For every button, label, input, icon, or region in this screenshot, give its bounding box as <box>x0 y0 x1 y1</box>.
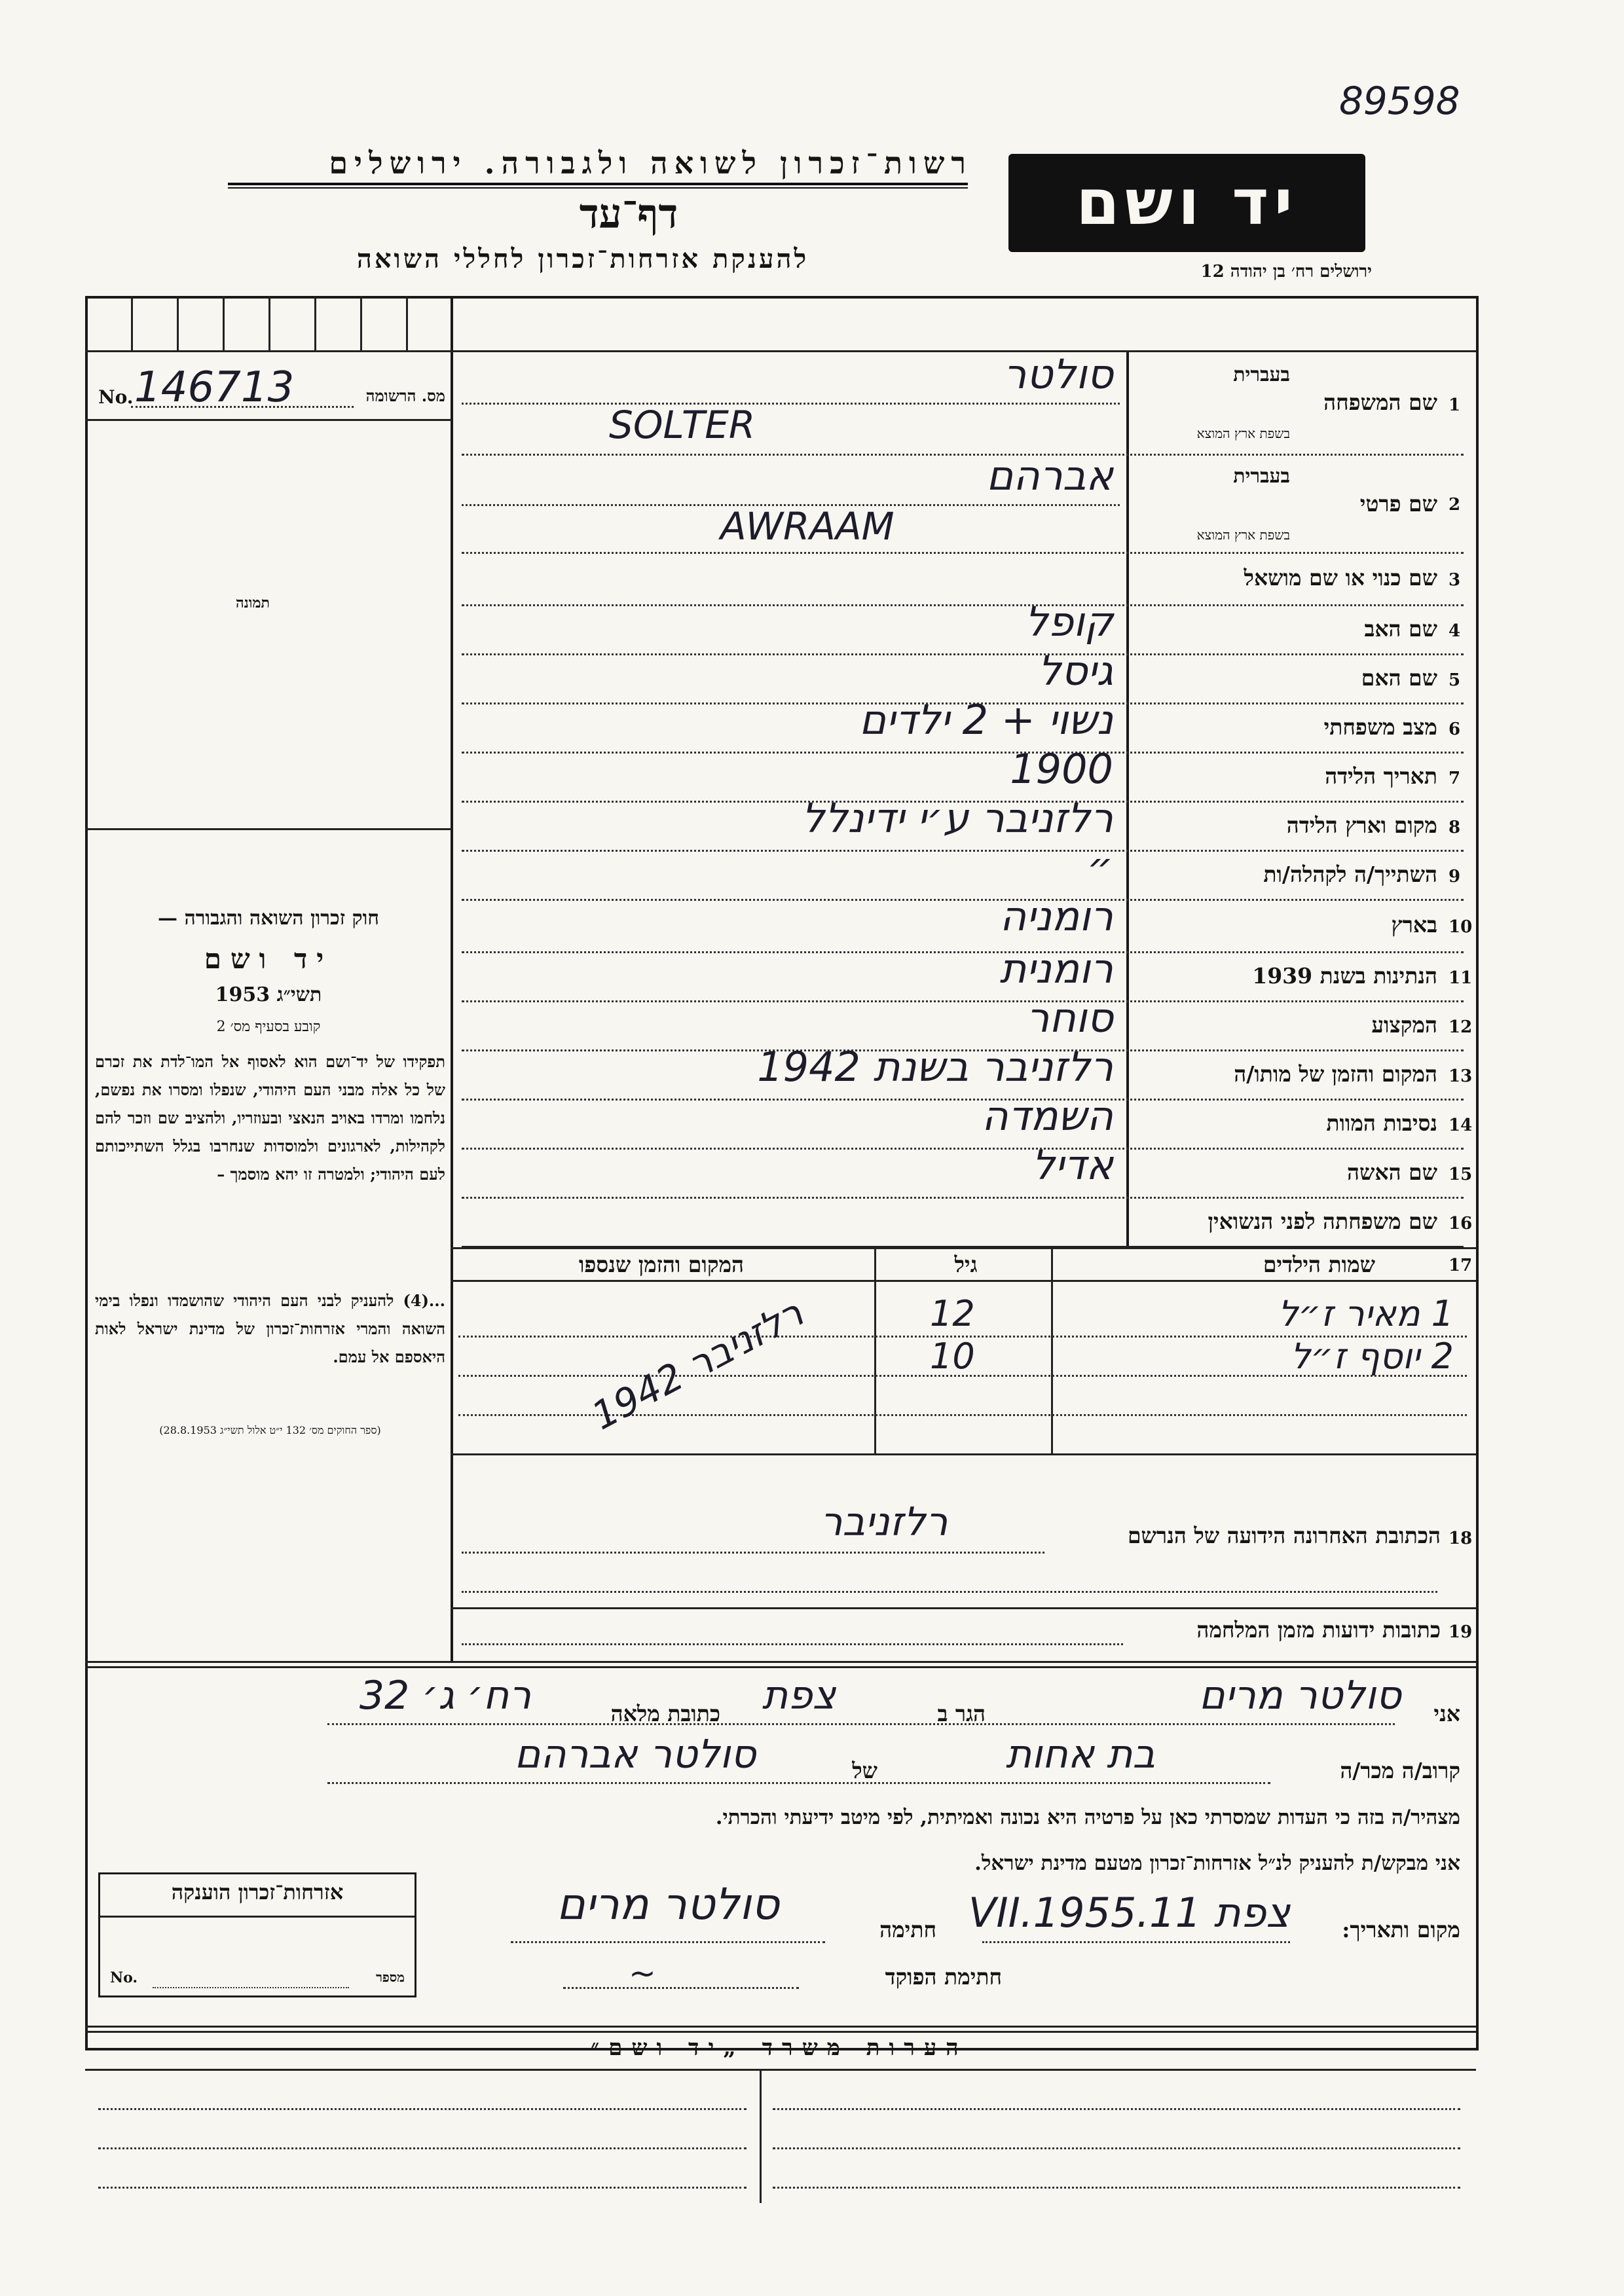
box-divider <box>360 296 362 350</box>
remarks-line <box>98 2108 747 2110</box>
reg-dotted-line <box>131 406 354 408</box>
children-top-line <box>451 1247 1476 1249</box>
box-divider <box>177 296 179 350</box>
remarks-title: הערות משרד „יד ושם״ <box>591 2035 968 2061</box>
field-16-number: 16 <box>1449 1213 1473 1233</box>
field-8-value: רלזניבר ע׳י ידינלל <box>802 794 1113 842</box>
signature-value: סולטר מרים <box>557 1879 779 1929</box>
officer-signature: ~ <box>629 1954 656 1992</box>
field-2-value: אברהם <box>986 452 1113 500</box>
children-place-header: המקום והזמן שנספו <box>578 1252 745 1277</box>
field-1-value: סולטר <box>1003 350 1113 398</box>
field-6-value: נשוי + 2 ילדים <box>859 696 1113 744</box>
box-divider <box>223 296 225 350</box>
declaration-top-line <box>85 1661 1476 1663</box>
field-10-value: רומניה <box>999 892 1113 940</box>
field-6-label: מצב משפחתי <box>1323 714 1437 740</box>
field-18-value: רלזניבר <box>820 1499 948 1545</box>
law-paragraph-2: ...(4) להעניק לבני העם היהודי שהושמדו ונפלו בימי השואה והמרי אזרחות־זכרון של מדינת ישראל לאות היאספם אל עמם. <box>95 1291 445 1366</box>
declarant-name: סולטר מרים <box>1198 1673 1401 1719</box>
law-paragraph-1: תפקידו של יד־ושם הוא לאסוף אל המו־לדת את זכרם של כל אלה מבני העם היהודי, שנפלו ומסרו את נפשם, נלחמו ומרדו באויב הנאצי ובעוזריו, ולהציב שם וזכר להם לקהילות, לארגונים ולמוסדות שנחרבו בגלל השתייכותם לעם היהודי; ולמטרה זו יהא מוסמך – <box>95 1052 446 1184</box>
field-2-value-latin: AWRAAM <box>720 504 895 549</box>
field-2-hebrew-sublabel: בעברית <box>1233 465 1290 488</box>
form-subtitle: להענקת אזרחות־זכרון לחללי השואה <box>356 244 809 274</box>
field-18-label: הכתובת האחרונה הידועה של הנרשם <box>1127 1523 1441 1548</box>
field-13-number: 13 <box>1449 1066 1473 1086</box>
law-title: חוק זכרון השואה והגבורה — <box>158 907 379 930</box>
box-divider <box>268 296 270 350</box>
field-12-label: המקצוע <box>1371 1011 1437 1038</box>
address-value: רח׳ ג׳ 32 <box>359 1673 532 1719</box>
field-2-origin-sublabel: בשפת ארץ המוצא <box>1196 527 1290 543</box>
field-7-value: 1900 <box>1010 745 1113 793</box>
address: ירושלים רח׳ בן יהודה 12 <box>1200 262 1372 282</box>
place-date-label: מקום ותאריך: <box>1342 1917 1460 1942</box>
field-3-number: 3 <box>1449 570 1461 590</box>
field-7-number: 7 <box>1449 768 1461 788</box>
declaration-line-2 <box>327 1782 1270 1784</box>
reg-label: מס. הרשומה <box>365 386 445 405</box>
field-11-number: 11 <box>1449 968 1473 988</box>
reg-number: 146713 <box>134 363 295 412</box>
remarks-line <box>98 2147 747 2149</box>
archive-note: 89598 <box>1339 79 1460 123</box>
field-10-label: בארץ <box>1391 912 1437 938</box>
field-2-number: 2 <box>1449 495 1461 515</box>
field-18-line-2 <box>462 1591 1437 1593</box>
resides-label: הגר ב <box>937 1701 986 1726</box>
certificate-box <box>98 1872 416 1997</box>
field-16-label: שם משפחתה לפני הנשואין <box>1208 1208 1437 1234</box>
field-9-value: ״ <box>1087 843 1113 891</box>
field-19-label: כתובות ידועות מזמן המלחמה <box>1196 1617 1441 1643</box>
remarks-line <box>773 2147 1460 2149</box>
reg-no-label: No. <box>98 386 134 408</box>
remarks-line <box>773 2187 1460 2189</box>
ani-label: אני <box>1433 1701 1460 1726</box>
relation-label: קרוב/ה מכר/ה <box>1340 1758 1460 1783</box>
of-value: סולטר אברהם <box>514 1732 756 1777</box>
remarks-top-line-2 <box>85 2031 1476 2033</box>
officer-signature-label: חתימת הפוקד <box>885 1964 1002 1990</box>
certificate-number-line <box>153 1987 349 1988</box>
child-1-name: 1 מאיר ז״ל <box>1278 1293 1454 1334</box>
box-divider <box>131 296 133 350</box>
law-source: (ספר החוקים מס׳ 132 י״ט אלול תשי״ג 28.8.1953) <box>159 1424 381 1436</box>
remarks-line <box>98 2187 747 2189</box>
field-2-label: שם פרטי <box>1359 491 1437 517</box>
of-label: של <box>852 1758 877 1783</box>
signature-line <box>511 1941 825 1943</box>
photo-label: תמונה <box>236 594 270 611</box>
certificate-title: אזרחות־זכרון הוענקה <box>171 1880 344 1904</box>
field-9-number: 9 <box>1449 866 1461 886</box>
children-age-header: גיל <box>954 1252 978 1277</box>
field-4-label: שם האב <box>1364 615 1437 642</box>
field-5-value: גיסל <box>1038 647 1113 695</box>
field-5-number: 5 <box>1449 670 1461 690</box>
remarks-col-divider <box>760 2069 762 2203</box>
field-8-label: מקום וארץ הלידה <box>1286 812 1437 838</box>
children-place-note: רלזניבר 1942 <box>584 1290 811 1439</box>
signature-label: חתימה <box>879 1917 936 1942</box>
field-11-value: רומנית <box>999 945 1113 993</box>
children-names-header: שמות הילדים <box>1263 1252 1375 1277</box>
field-15-line <box>462 1197 1464 1199</box>
child-1-age: 12 <box>930 1293 975 1334</box>
field-17-number: 17 <box>1449 1256 1473 1275</box>
field-13-label: המקום והזמן של מותו/ה <box>1234 1061 1437 1087</box>
child-2-name: 2 יוסף ז״ל <box>1290 1336 1454 1377</box>
field-15-value: אדיל <box>1031 1141 1113 1189</box>
label-divider <box>1126 350 1129 1247</box>
field-12-number: 12 <box>1449 1017 1473 1037</box>
authority-underline-2 <box>228 187 968 189</box>
field-4-number: 4 <box>1449 621 1461 641</box>
field-15-number: 15 <box>1449 1164 1473 1184</box>
field-1-mid-line <box>462 403 1120 405</box>
field-14-value: השמדה <box>982 1092 1113 1140</box>
field-9-label: השתייך/ה לקהלה/ות <box>1263 861 1437 887</box>
form-title: דף־עד <box>579 190 678 238</box>
address-label: כתובת מלאה <box>610 1701 720 1726</box>
place-date-line <box>982 1941 1290 1943</box>
field-14-number: 14 <box>1449 1115 1473 1135</box>
field-15-label: שם האשה <box>1347 1159 1437 1185</box>
field-8-number: 8 <box>1449 817 1461 837</box>
field-6-number: 6 <box>1449 719 1461 739</box>
yad-vashem-logo <box>1008 154 1365 252</box>
field-10-number: 10 <box>1449 917 1473 937</box>
resides-value: צפת <box>762 1673 836 1719</box>
field-12-value: סוחר <box>1026 994 1113 1042</box>
officer-signature-line <box>563 1987 799 1989</box>
declaration-statement-2: אני מבקש/ת להעניק לנ״ל אזרחות־זכרון מטעם מדינת ישראל. <box>974 1851 1460 1875</box>
children-col-divider <box>1051 1247 1053 1453</box>
logo-text: יד ושם <box>1076 166 1298 239</box>
field-18-bottom <box>451 1607 1476 1609</box>
field-5-label: שם האם <box>1361 665 1437 691</box>
field-1-value-latin: SOLTER <box>609 403 756 447</box>
field-18-number: 18 <box>1449 1529 1473 1548</box>
field-19-number: 19 <box>1449 1622 1473 1642</box>
field-7-label: תאריך הלידה <box>1325 763 1437 789</box>
field-18-line <box>462 1552 1044 1554</box>
reg-line <box>85 419 452 421</box>
left-panel-divider <box>451 296 453 1661</box>
law-name: יד ושם <box>204 943 333 975</box>
field-13-value: רלזניבר בשנת 1942 <box>757 1043 1113 1091</box>
certificate-no-label: No. <box>110 1969 138 1986</box>
children-col-divider <box>874 1247 876 1453</box>
field-14-label: נסיבות המוות <box>1326 1110 1437 1136</box>
remarks-top-line <box>85 2026 1476 2028</box>
certificate-divider <box>100 1916 415 1918</box>
law-clause: קובע בסעיף מס׳ 2 <box>216 1019 321 1035</box>
field-4-value: קופל <box>1025 598 1113 646</box>
law-year: תשי״ג 1953 <box>215 983 322 1006</box>
field-1-hebrew-sublabel: בעברית <box>1233 363 1290 386</box>
field-11-label: הנתינות בשנת 1939 <box>1252 962 1437 989</box>
children-header-line <box>451 1280 1476 1282</box>
declaration-line-1 <box>327 1723 1395 1725</box>
remarks-header-line <box>85 2069 1476 2071</box>
certificate-number-label: מספר <box>376 1969 405 1985</box>
children-bottom-line <box>451 1453 1476 1455</box>
photo-bottom-line <box>85 828 452 830</box>
field-1-number: 1 <box>1449 395 1461 415</box>
box-divider <box>314 296 316 350</box>
field-2-line <box>462 552 1464 554</box>
child-2-age: 10 <box>930 1336 975 1377</box>
relation-value: בת אחות <box>1005 1732 1156 1777</box>
authority-title: רשות־זכרון לשואה ולגבורה. ירושלים <box>329 145 972 181</box>
declaration-top-line-2 <box>85 1666 1476 1668</box>
authority-underline <box>228 183 968 185</box>
box-divider <box>406 296 408 350</box>
declaration-statement-1: מצהיר/ה בזה כי העדות שמסרתי כאן על פרטיה היא נכונה ואמיתית, לפי מיטב ידיעתי והכרתי. <box>715 1806 1460 1829</box>
remarks-line <box>773 2108 1460 2110</box>
field-19-line <box>462 1643 1123 1645</box>
field-3-label: שם כנוי או שם מושאל <box>1244 565 1437 591</box>
field-1-label: שם המשפחה <box>1323 390 1437 415</box>
place-date-value: צפת 11.VII.1955 <box>968 1889 1290 1937</box>
field-1-origin-sublabel: בשפת ארץ המוצא <box>1196 426 1290 441</box>
